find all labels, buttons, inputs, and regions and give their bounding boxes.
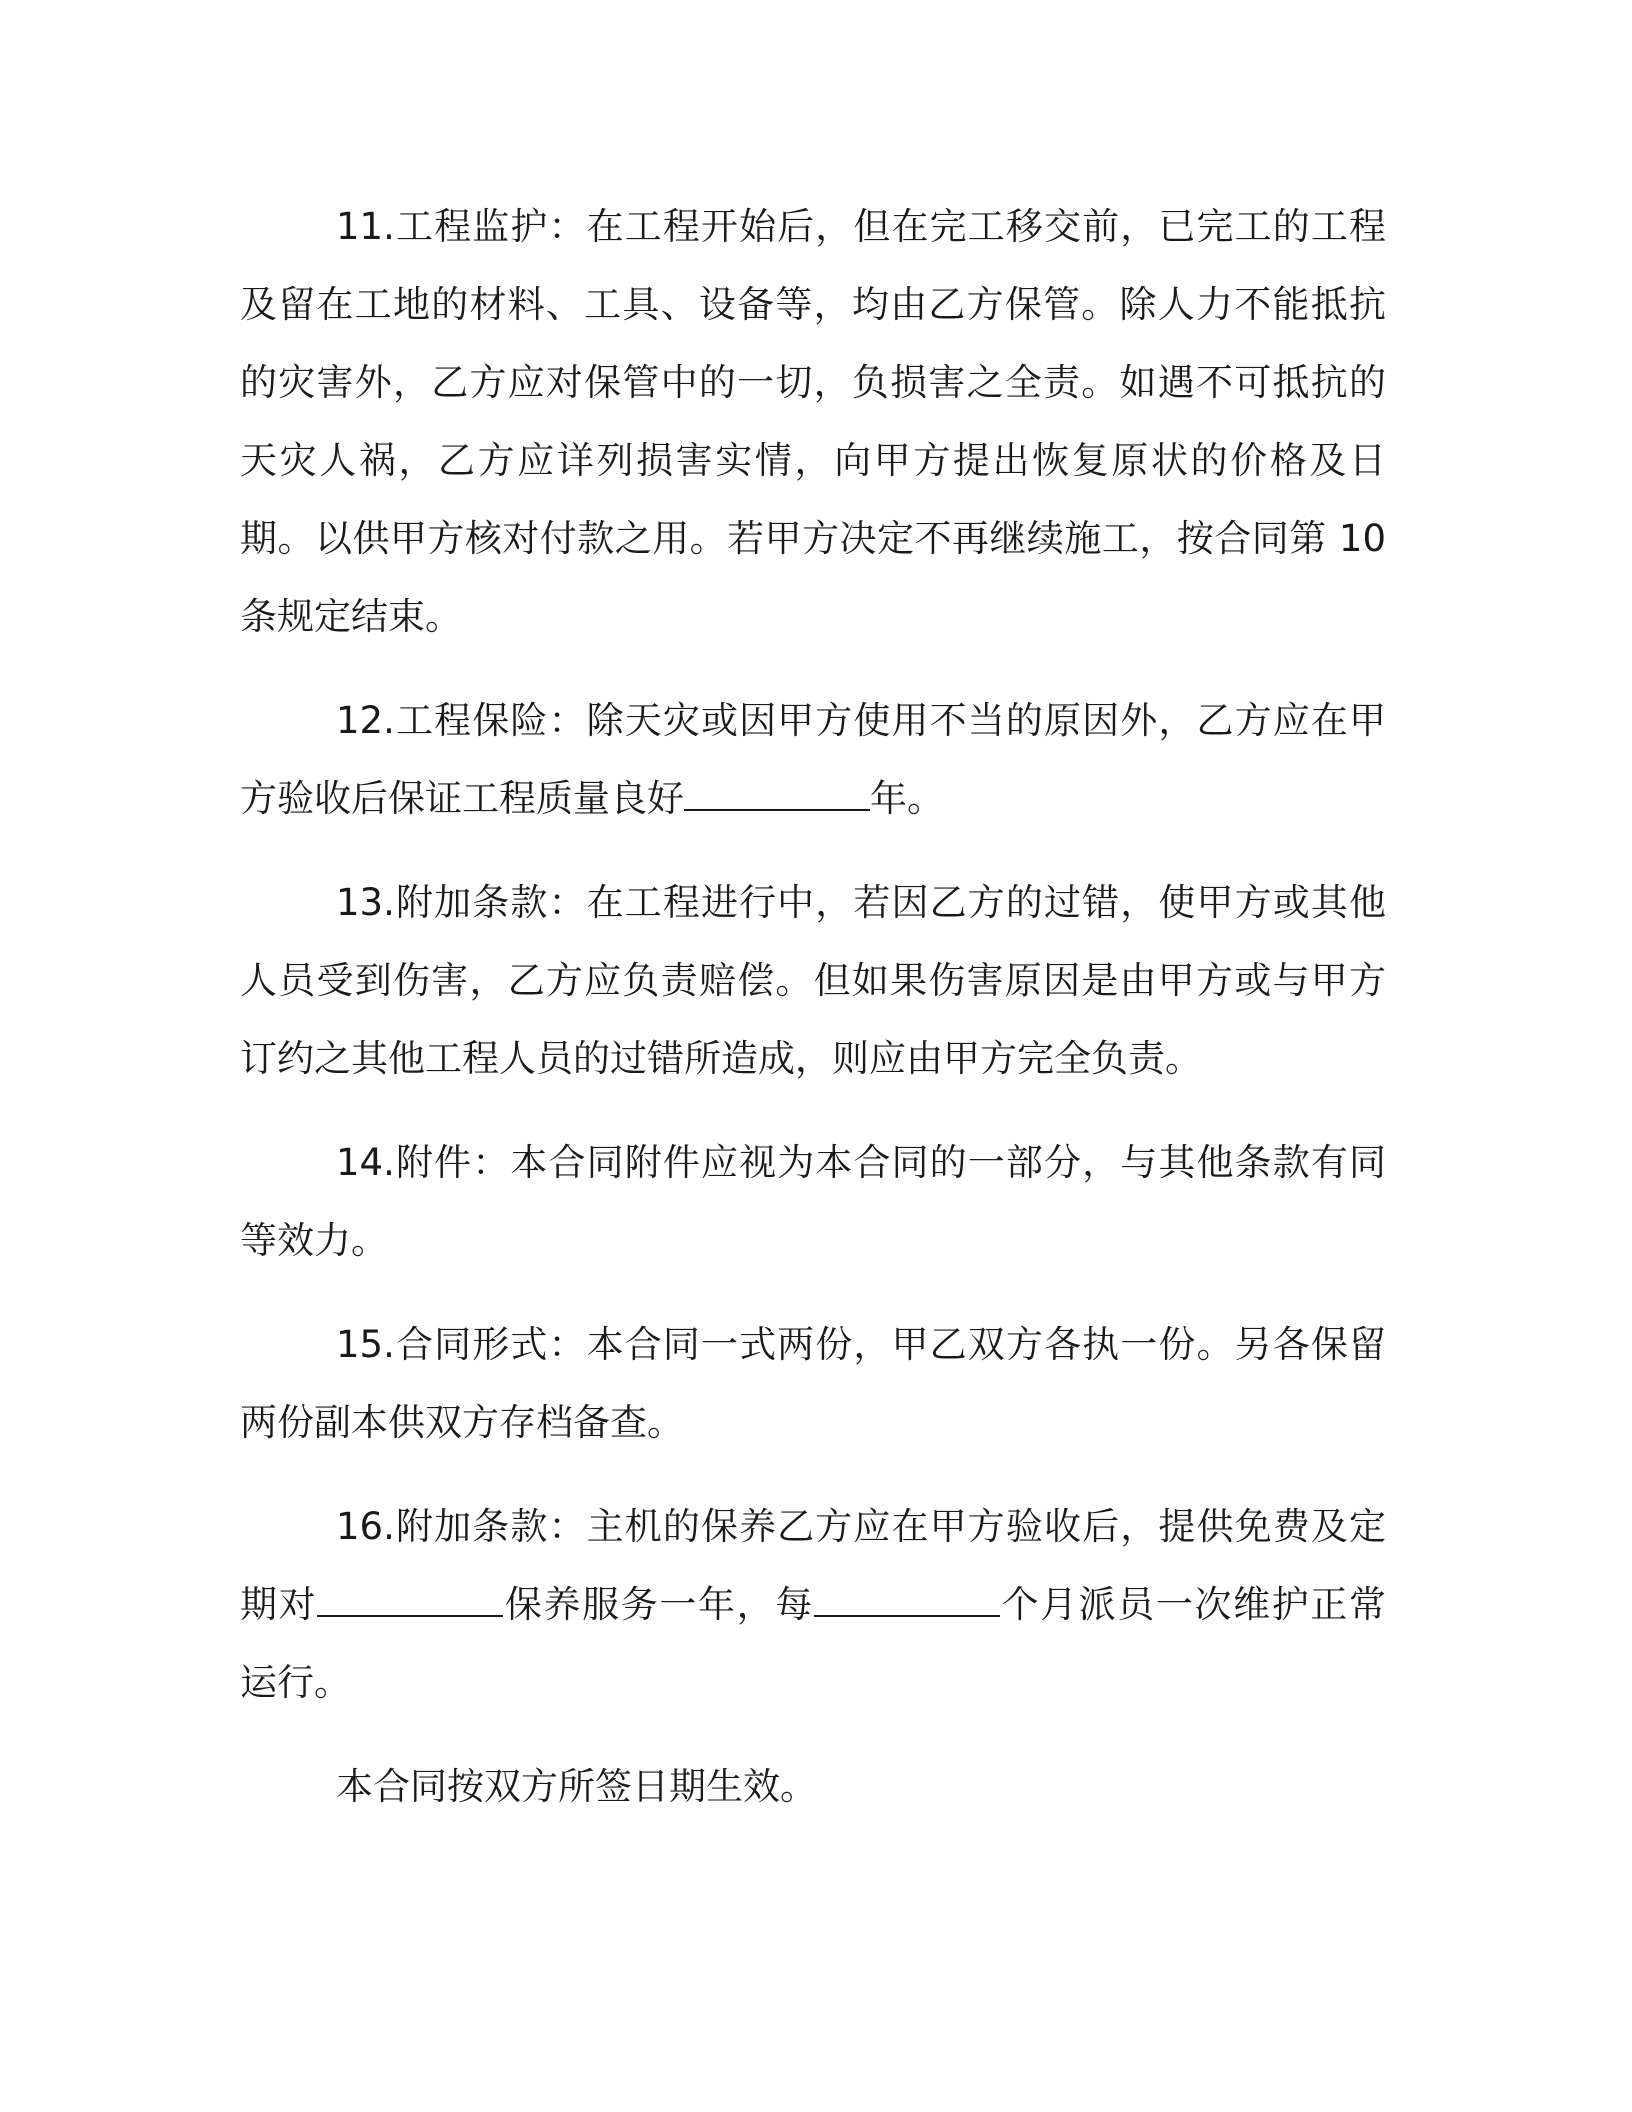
clause-text: 在工程进行中，若因乙方的过错，使甲方或其他人员受到伤害，乙方应负责赔偿。但如果伤害原因是由甲方或与甲方订约之其他工程人员的过错所造成，则应由甲方完全负责。: [240, 881, 1387, 1080]
clause-text-after: 年。: [870, 777, 944, 820]
clause-15: [240, 1306, 1386, 1462]
clause-11: [240, 188, 1386, 656]
warranty-years-blank: [684, 779, 870, 811]
clause-title: 附件：: [394, 1141, 511, 1184]
clause-12: [240, 682, 1386, 838]
clause-number: 16.: [336, 1505, 395, 1548]
clause-16: [240, 1488, 1386, 1722]
clause-text: 除天灾或因甲方使用不当的原因外，乙方应在甲方验收后保证工程质量良好: [240, 699, 1387, 820]
document-page: [240, 188, 1386, 1852]
clause-number: 15.: [336, 1323, 395, 1366]
clause-text-end: 个月派员一次维护正常运行。: [240, 1583, 1387, 1704]
clause-number: 14.: [336, 1141, 395, 1184]
clause-13: [240, 864, 1386, 1098]
clause-text: 本合同一式两份，甲乙双方各执一份。另各保留两份副本供双方存档备查。: [240, 1323, 1387, 1444]
clause-number: 12.: [336, 699, 395, 742]
clause-title: 合同形式：: [394, 1323, 587, 1366]
clause-text: 在工程开始后，但在完工移交前，已完工的工程及留在工地的材料、工具、设备等，均由乙方保管。除人力不能抵抗的灾害外，乙方应对保管中的一切，负损害之全责。如遇不可抵抗的天灾人祸，乙方应详列损害实情，向甲方提出恢复原状的价格及日期。以供甲方核对付款之用。若甲方决定不再继续施工，按合同第 10 条规定结束。: [240, 205, 1387, 638]
clause-text: 主机的保养乙方应在甲方验收后，提供免费及定期对: [240, 1505, 1387, 1626]
clause-title: 附加条款：: [394, 1505, 587, 1548]
clause-14: [240, 1124, 1386, 1280]
clause-number: 13.: [336, 881, 395, 924]
clause-title: 工程监护：: [394, 205, 587, 248]
clause-title: 工程保险：: [394, 699, 587, 742]
clause-title: 附加条款：: [394, 881, 587, 924]
maintenance-interval-blank: [814, 1585, 1000, 1617]
clause-text: 本合同附件应视为本合同的一部分，与其他条款有同等效力。: [240, 1141, 1387, 1262]
closing-statement: 本合同按双方所签日期生效。: [336, 1765, 817, 1808]
clause-number: 11.: [336, 205, 395, 248]
maintenance-object-blank: [317, 1585, 503, 1617]
clause-text-middle: 保养服务一年，每: [503, 1583, 814, 1626]
